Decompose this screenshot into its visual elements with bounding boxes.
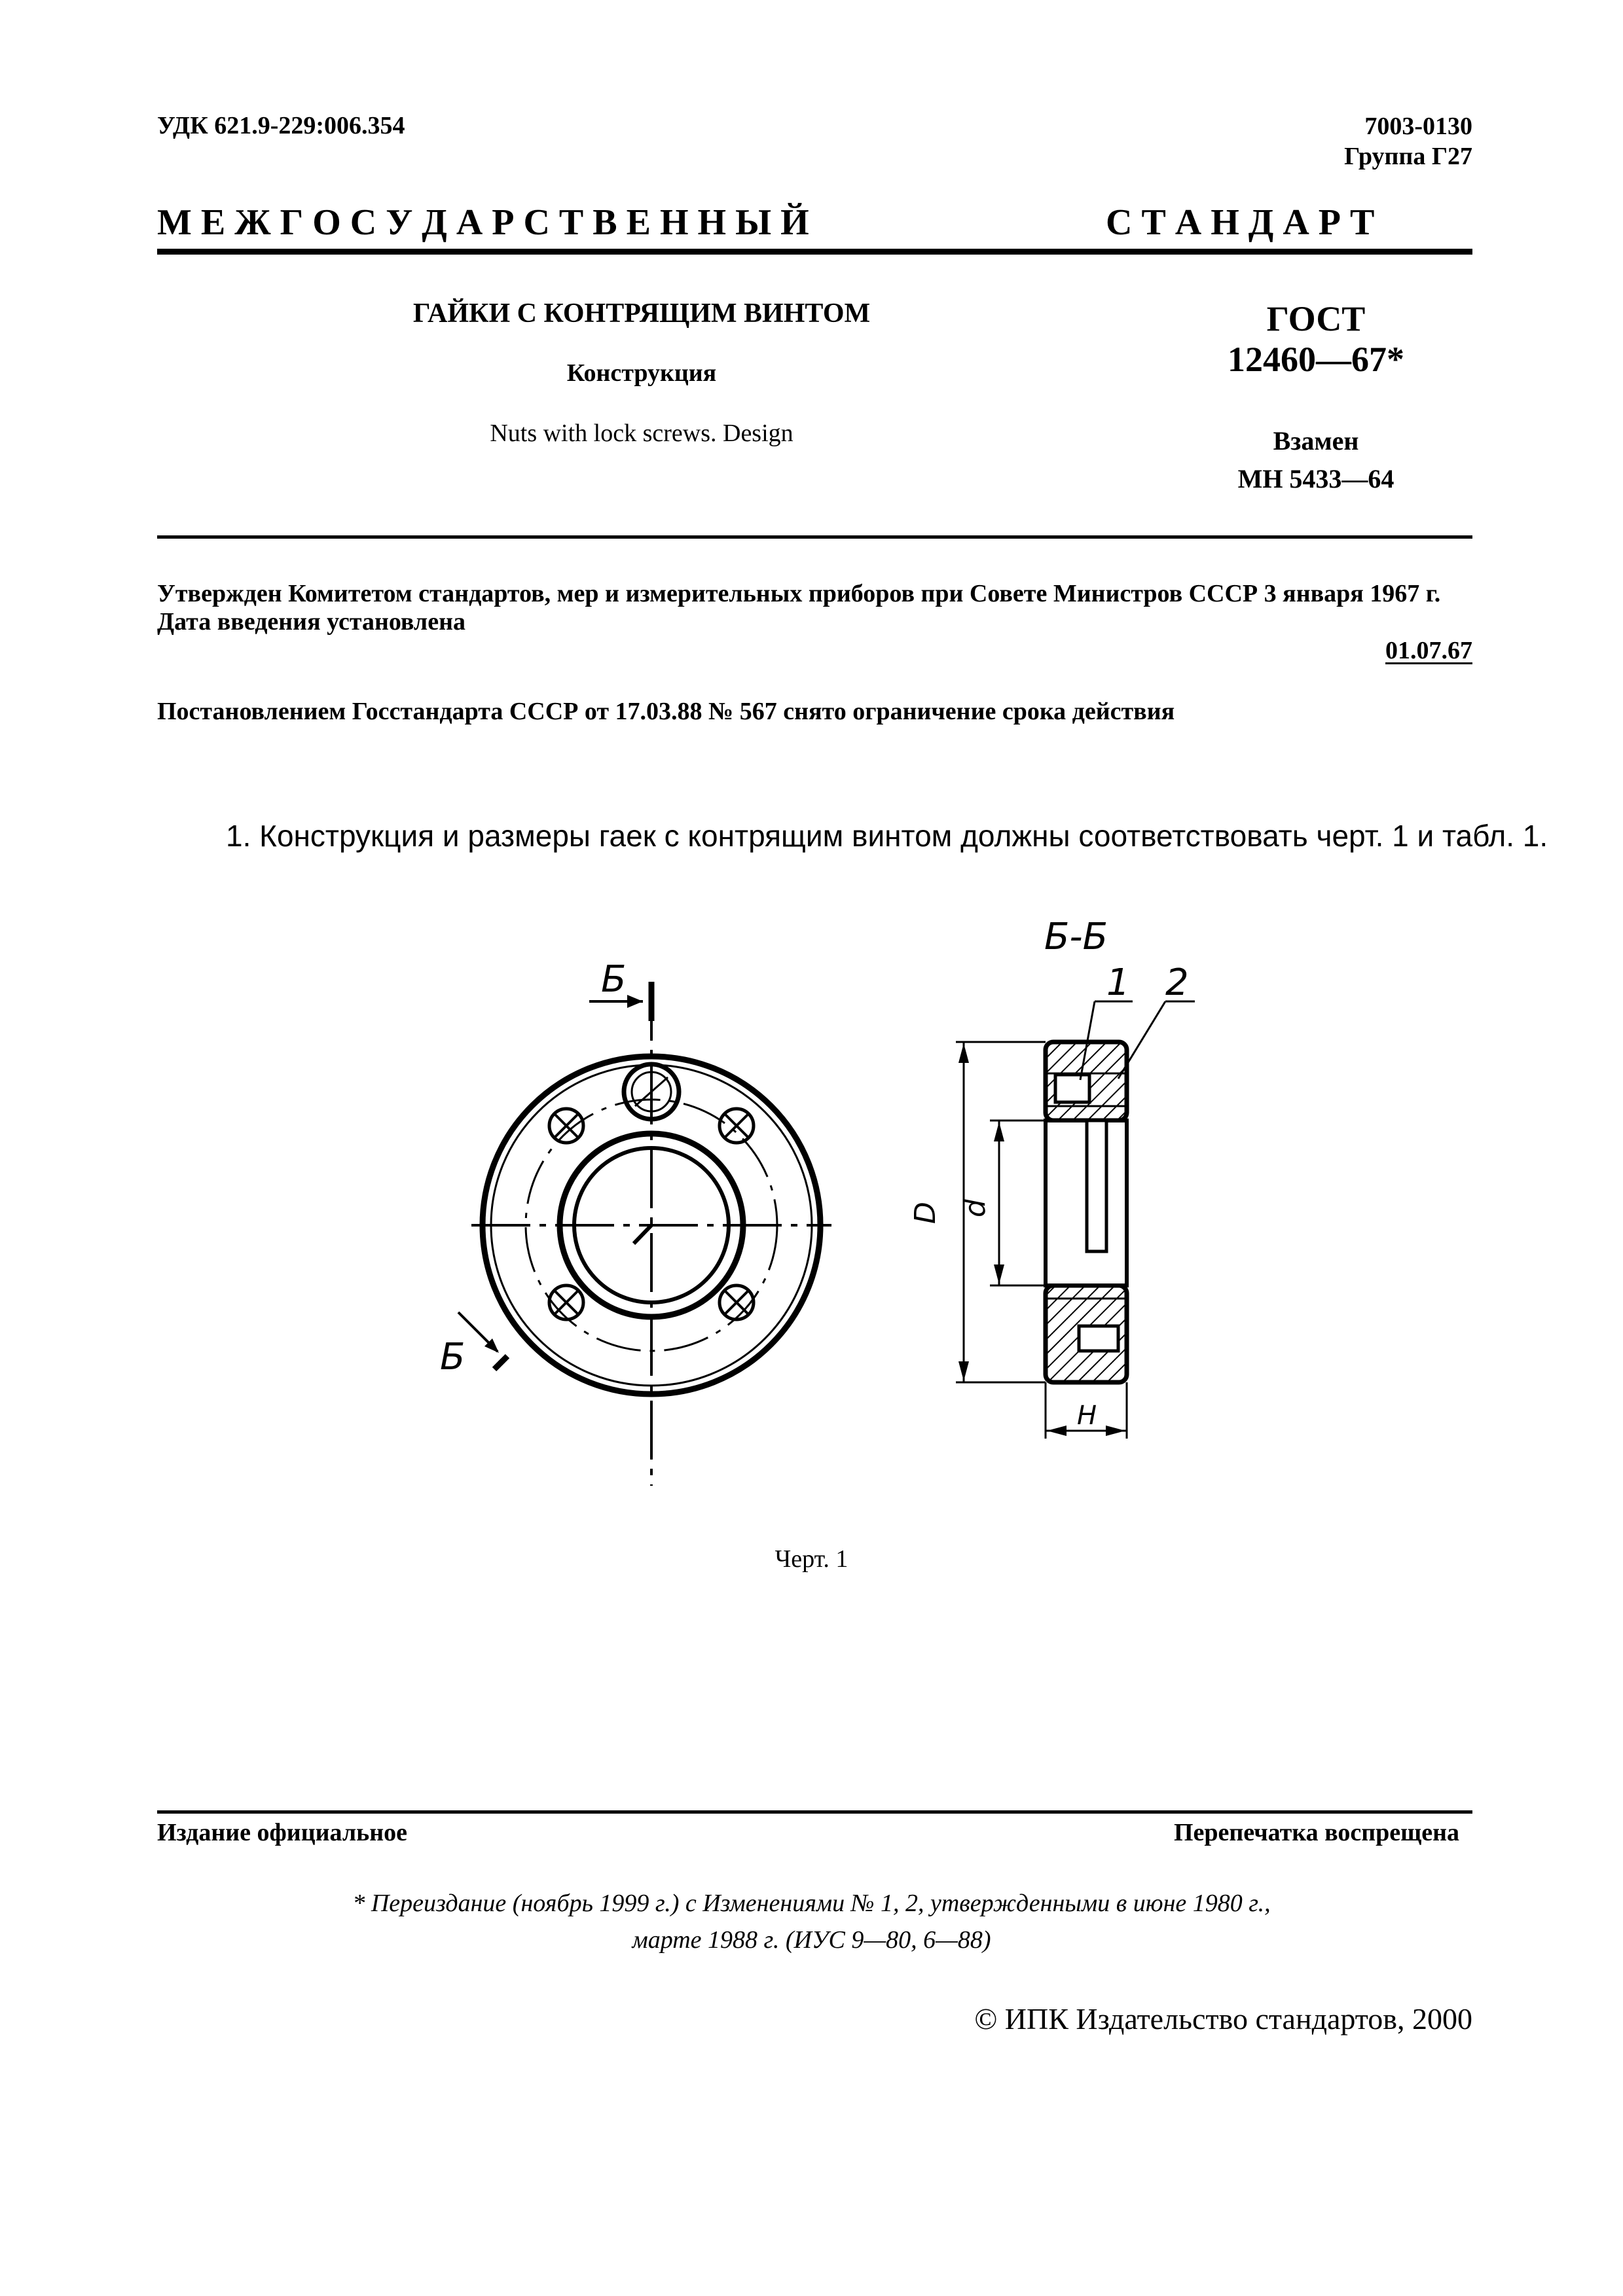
reissue-note-line-1: * Переиздание (ноябрь 1999 г.) с Изменениями № 1, 2, утвержденными в июне 1980 г., xyxy=(352,1890,1271,1917)
document-title-english: Nuts with lock screws. Design xyxy=(490,420,793,447)
cut-mark-bottom xyxy=(494,1356,507,1369)
dimension-H-label: H xyxy=(1077,1401,1097,1431)
section-slot xyxy=(1087,1121,1106,1251)
classification-code: 7003-0130 xyxy=(1364,113,1472,140)
dimension-d-label: d xyxy=(958,1199,992,1217)
official-edition-note: Издание официальное xyxy=(157,1819,408,1846)
udk-code: УДК 621.9-229:006.354 xyxy=(157,112,405,139)
document-title: ГАЙКИ С КОНТРЯЩИМ ВИНТОМ xyxy=(412,298,871,329)
gost-number: 12460—67* xyxy=(1228,340,1404,379)
cut-label-bottom: Б xyxy=(440,1336,465,1378)
introduction-date: 01.07.67 xyxy=(1385,637,1472,664)
replaces-number: МН 5433—64 xyxy=(1237,464,1395,493)
replaces-label: Взамен xyxy=(1273,426,1359,456)
callout-1: 1 xyxy=(1106,961,1130,1004)
drawing-caption: Черт. 1 xyxy=(775,1545,848,1573)
section-label: Б-Б xyxy=(1044,916,1108,958)
front-view xyxy=(458,982,831,1486)
validity-note: Постановлением Госстандарта СССР от 17.03.88 № 567 снято ограничение срока действия xyxy=(157,698,1175,725)
approval-line: Утвержден Комитетом стандартов, мер и измерительных приборов при Совете Министров СССР 3 января 1967 г. xyxy=(157,580,1441,607)
center-cut-line xyxy=(634,1225,651,1244)
section-view xyxy=(956,1001,1195,1439)
banner-word-standard: С Т А Н Д А Р Т xyxy=(1106,202,1375,243)
introduction-date-label: Дата введения установлена xyxy=(157,608,466,636)
gost-label: ГОСТ xyxy=(1266,299,1366,338)
reprint-prohibited-note: Перепечатка воспрещена xyxy=(1173,1819,1459,1846)
bolt-hole-1 xyxy=(549,1109,583,1143)
reissue-note-line-2: марте 1988 г. (ИУС 9—80, 6—88) xyxy=(632,1926,991,1954)
cut-arrowhead-top xyxy=(627,995,643,1008)
classification-group: Группа Г27 xyxy=(1344,143,1472,170)
cut-label-top: Б xyxy=(601,958,627,1001)
leader-2 xyxy=(1118,1001,1165,1079)
bolt-hole-4 xyxy=(720,1285,754,1319)
clause-1: 1. Конструкция и размеры гаек с контрящим винтом должны соответствовать черт. 1 и табл. 1. xyxy=(226,819,1548,853)
dimension-D-label: D xyxy=(909,1202,942,1224)
callout-2: 2 xyxy=(1165,961,1189,1004)
lower-screw-hole-section xyxy=(1079,1326,1118,1351)
bolt-hole-3 xyxy=(549,1285,583,1319)
bolt-hole-2 xyxy=(720,1109,754,1143)
footer-rule xyxy=(157,1810,1472,1814)
document-subtitle: Конструкция xyxy=(566,359,717,387)
reissue-note xyxy=(0,1885,1623,1958)
copyright: © ИПК Издательство стандартов, 2000 xyxy=(974,2002,1472,2036)
lock-screw-section xyxy=(1055,1075,1089,1102)
banner-word-interstate: М Е Ж Г О С У Д А Р С Т В Е Н Н Ы Й xyxy=(157,202,809,243)
